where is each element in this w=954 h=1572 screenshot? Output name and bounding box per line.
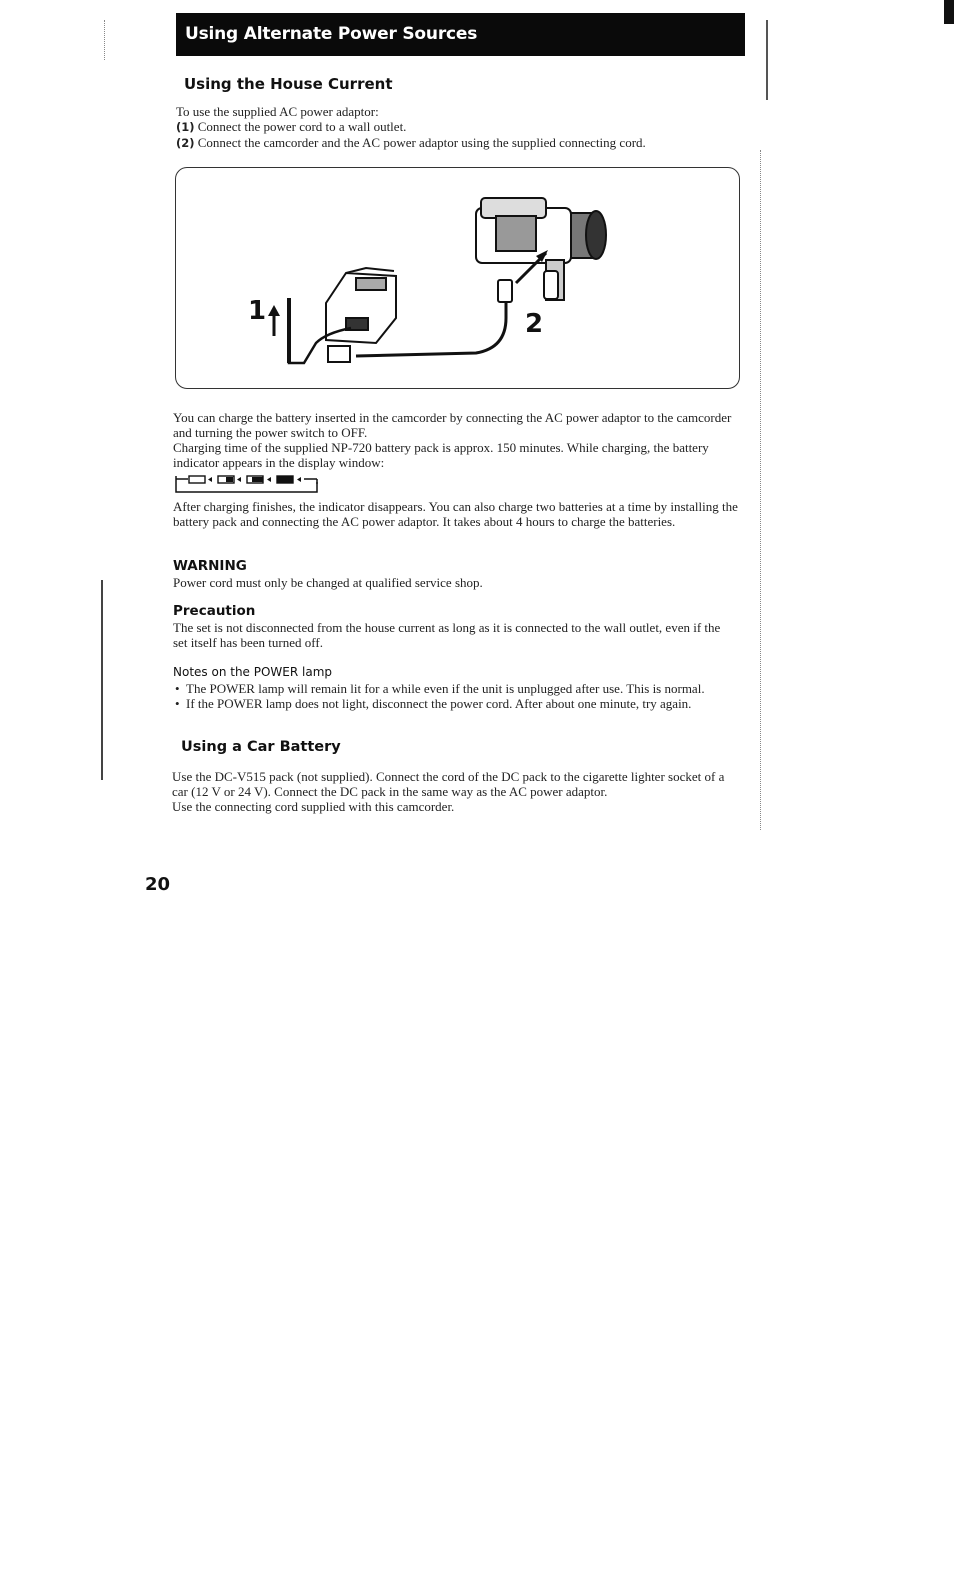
precaution-heading: Precaution [173, 603, 256, 619]
intro-text: To use the supplied AC power adaptor: [176, 104, 379, 119]
warning-text: Power cord must only be changed at qualified service shop. [173, 575, 483, 590]
car-battery-text: Use the DC-V515 pack (not supplied). Connect the cord of the DC pack to the cigarette lighter socket of a car (12 V or 24 V). Connect the DC pack in the same way as the AC power adaptor. [172, 769, 725, 799]
step-2-number: (2) [176, 136, 195, 150]
section-title-bar: Using Alternate Power Sources [176, 13, 745, 56]
car-battery-heading: Using a Car Battery [181, 739, 341, 755]
car-battery-text-2: Use the connecting cord supplied with this camcorder. [172, 799, 455, 814]
step-2-text: Connect the camcorder and the AC power adaptor using the supplied connecting cord. [197, 135, 646, 150]
step-1 [176, 119, 746, 135]
power-lamp-notes-heading: Notes on the POWER lamp [173, 665, 333, 679]
scan-margin-line-left-top [104, 20, 105, 60]
step-1-number: (1) [176, 120, 195, 134]
power-lamp-notes [173, 681, 743, 711]
connection-diagram [175, 167, 740, 389]
charging-paragraph-2: Charging time of the supplied NP-720 battery pack is approx. 150 minutes. While charging, the battery indicator appears in the display window: [173, 440, 709, 470]
precaution-text: The set is not disconnected from the house current as long as it is connected to the wall outlet, even if the set itself has been turned off. [173, 620, 721, 650]
scan-margin-line-right-2 [766, 20, 768, 100]
camcorder-illustration [476, 198, 606, 300]
power-lamp-note-1: • The POWER lamp will remain lit for a while even if the unit is unplugged after use. This is normal. [173, 681, 743, 696]
power-lamp-note-2: • If the POWER lamp does not light, disconnect the power cord. After about one minute, try again. [173, 696, 743, 711]
step-2 [176, 135, 746, 151]
charging-paragraph-3: After charging finishes, the indicator disappears. You can also charge two batteries at a time by installing the battery pack and connecting the AC power adaptor. It takes about 4 hours to charge the batteries. [173, 499, 738, 529]
car-battery-info [172, 769, 737, 814]
charging-info [173, 410, 743, 470]
scan-margin-line-right [760, 150, 761, 830]
scan-edge-mark [944, 0, 954, 24]
charging-paragraph-1: You can charge the battery inserted in the camcorder by connecting the AC power adaptor to the camcorder and turning the power switch to OFF. [173, 410, 732, 440]
battery-indicator-sequence [174, 474, 320, 499]
after-charging-info [173, 499, 743, 529]
battery-indicator-icon [174, 474, 320, 494]
step-1-text: Connect the power cord to a wall outlet. [197, 119, 407, 134]
warning-heading: WARNING [173, 558, 247, 574]
page-number: 20 [145, 874, 171, 895]
house-current-instructions [176, 104, 746, 151]
connection-illustration [176, 168, 738, 387]
figure-step-1-label: 1 [248, 296, 267, 326]
figure-step-2-label: 2 [525, 309, 544, 339]
scan-margin-line-left [101, 580, 103, 780]
house-current-heading: Using the House Current [184, 75, 393, 93]
